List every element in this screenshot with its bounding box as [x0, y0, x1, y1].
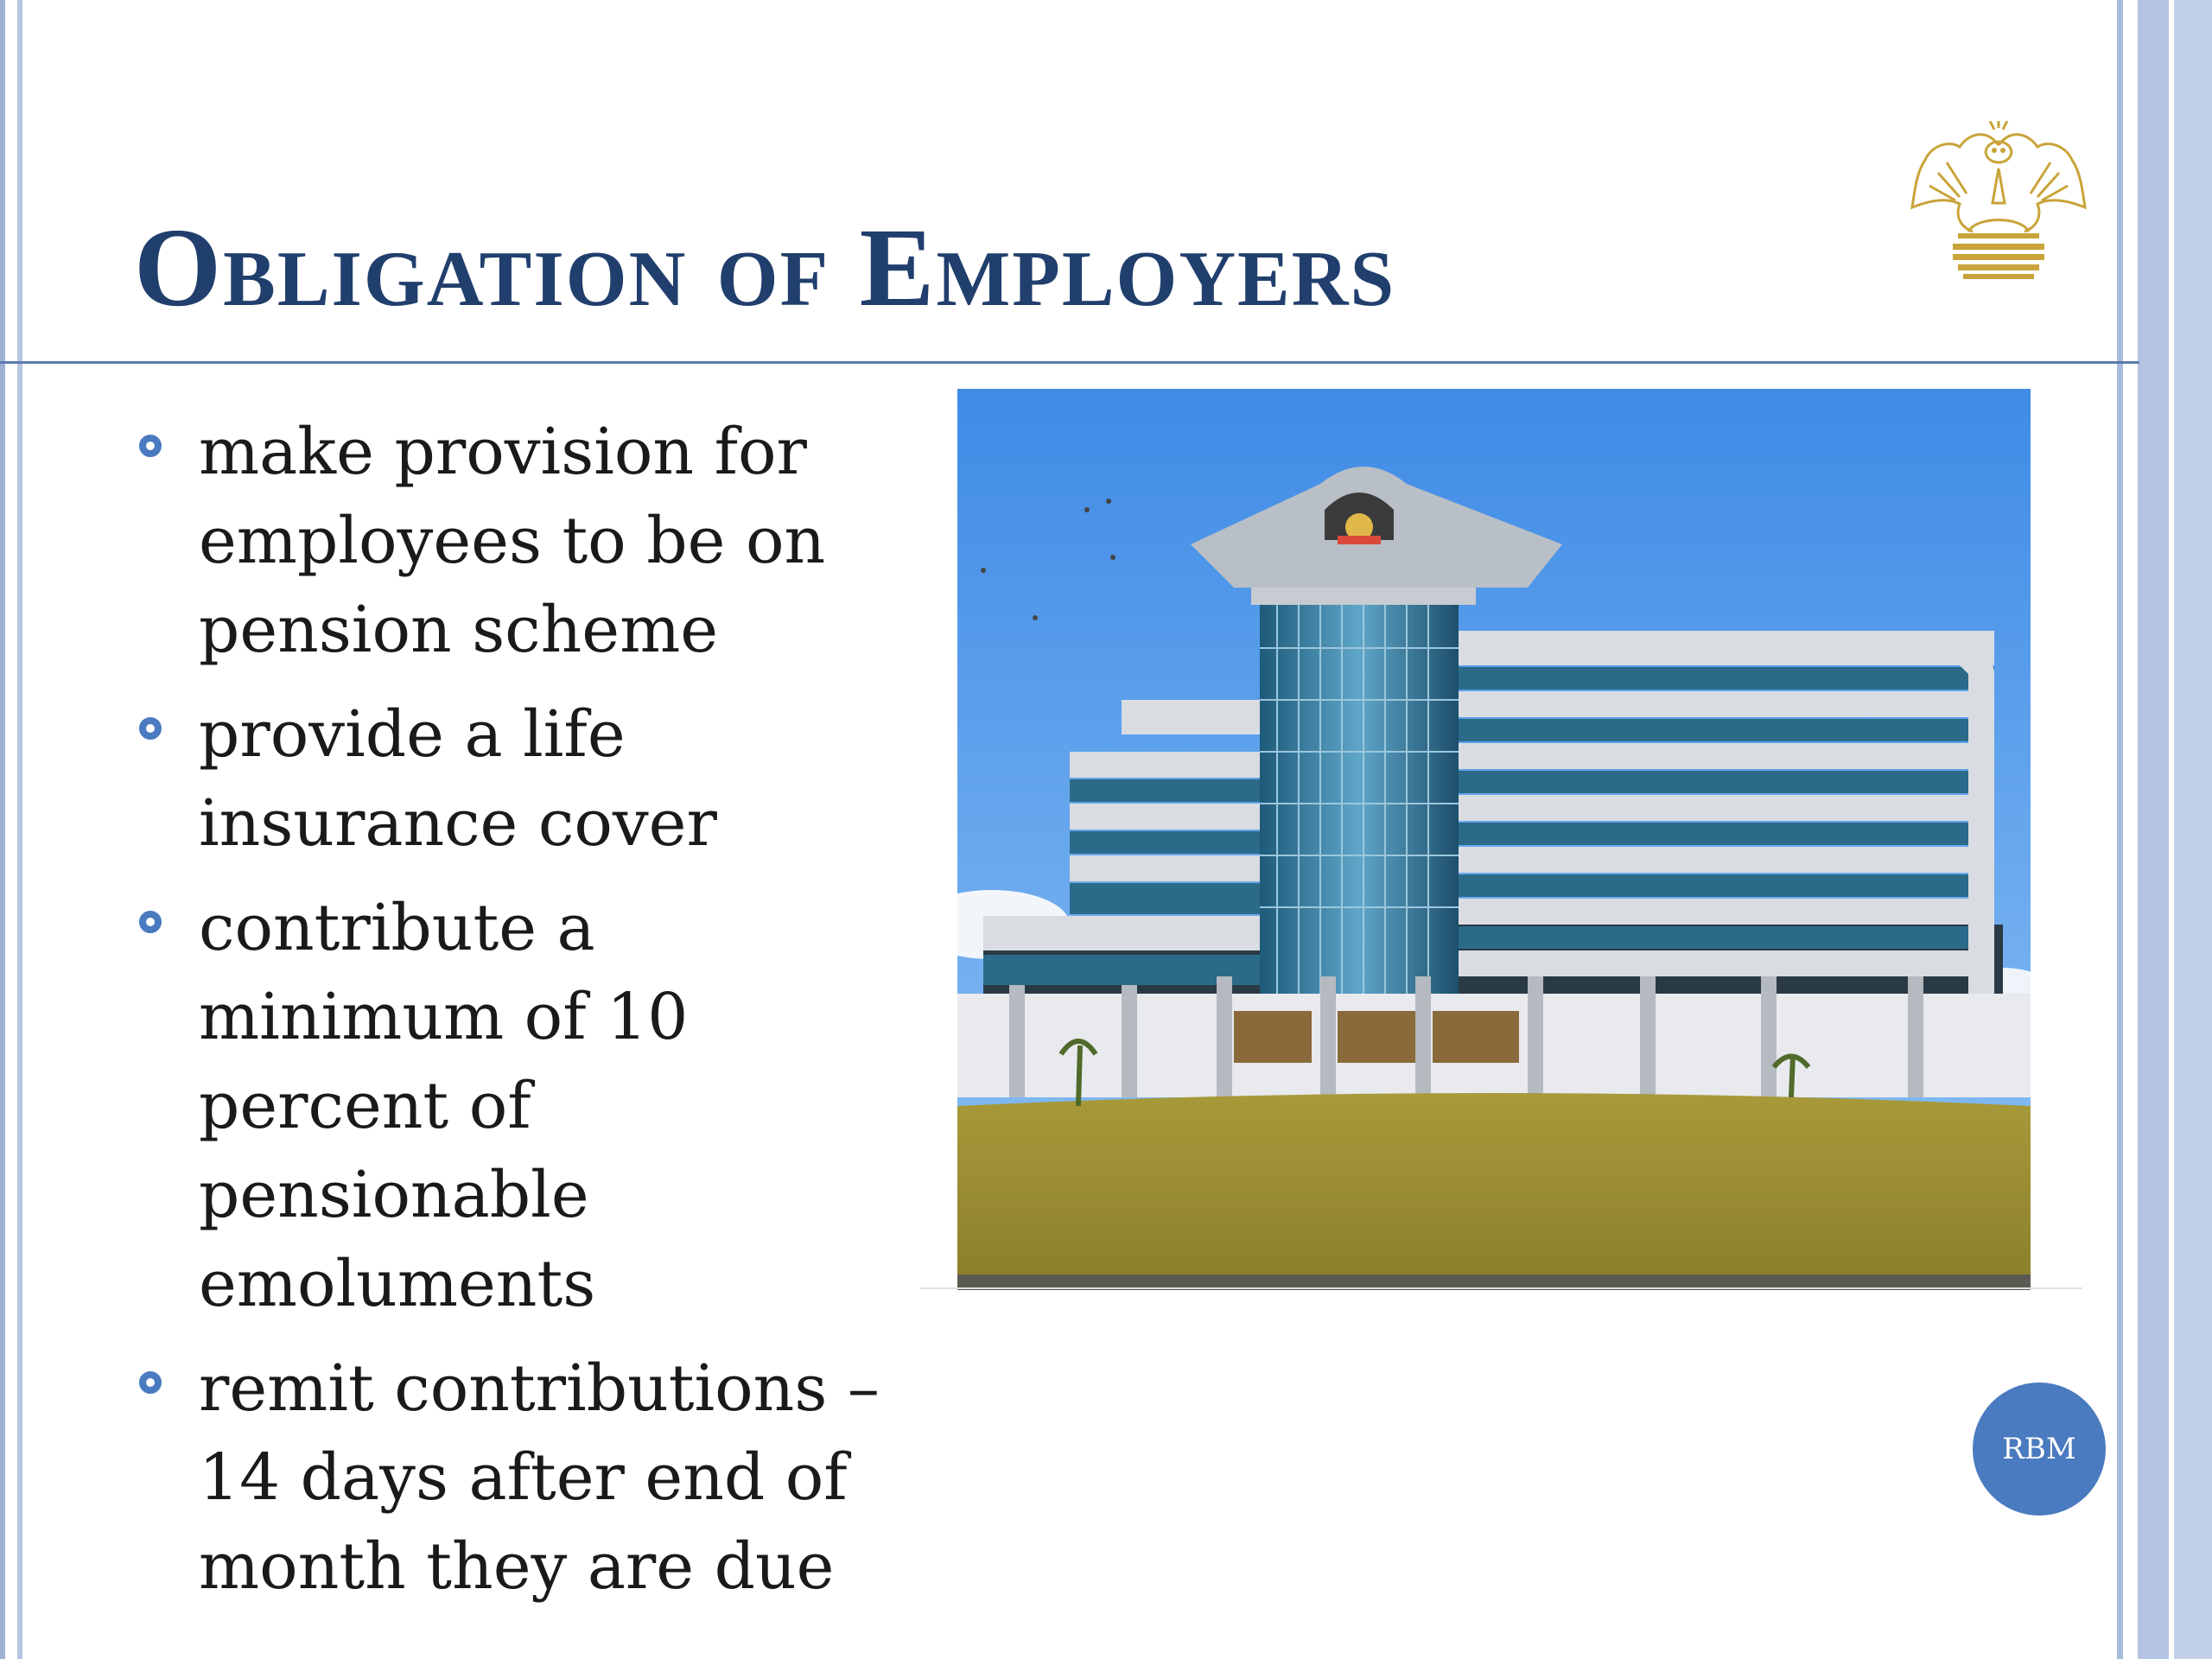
bullet-text: contribute a minimum of 10 percent of pensionable emoluments — [199, 891, 689, 1321]
hollow-circle-bullet-icon — [139, 717, 162, 740]
hollow-circle-bullet-icon — [139, 435, 162, 457]
frame-right-border — [2138, 0, 2169, 1659]
building-photo — [957, 389, 2031, 1290]
photo-baseline — [920, 1287, 2082, 1289]
list-item — [134, 690, 912, 868]
slide-title: Obligation of Employers — [134, 206, 1396, 330]
coat-of-arms-eagle-icon — [1908, 121, 2089, 281]
hollow-circle-bullet-icon — [139, 1371, 162, 1394]
bullet-text: provide a life insurance cover — [199, 697, 717, 861]
frame-left-border-inner — [17, 0, 22, 1659]
frame-left-border — [0, 0, 5, 1659]
bullet-list — [134, 408, 912, 1627]
bullet-text: remit contributions – 14 days after end of month they are due — [199, 1351, 880, 1604]
list-item — [134, 884, 912, 1329]
frame-right-border-outer — [2174, 0, 2212, 1659]
bullet-text: make provision for employees to be on pension scheme — [199, 415, 826, 667]
list-item — [134, 408, 912, 675]
frame-right-border-thin — [2117, 0, 2123, 1659]
title-divider — [0, 361, 2139, 364]
list-item — [134, 1344, 912, 1611]
hollow-circle-bullet-icon — [139, 911, 162, 933]
rbm-badge-label: RBM — [2002, 1432, 2076, 1466]
rbm-badge — [1973, 1382, 2106, 1516]
